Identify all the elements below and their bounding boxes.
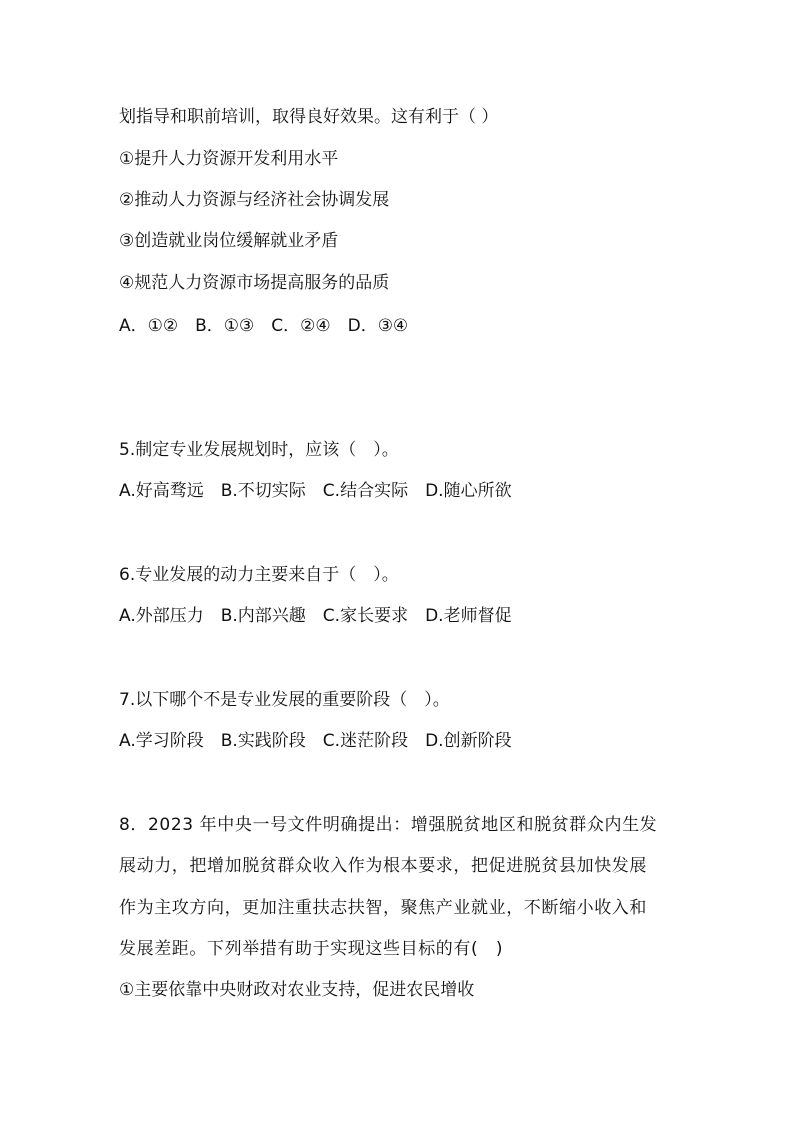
question-4-item-2: ②推动人力资源与经济社会协调发展 bbox=[119, 190, 390, 210]
question-8-stem-line-1: 8．2023 年中央一号文件明确提出：增强脱贫地区和脱贫群众内生发 bbox=[119, 815, 658, 835]
question-4-stem-tail: 划指导和职前培训，取得良好效果。这有利于（ ） bbox=[119, 107, 499, 127]
question-8-stem-line-4: 发展差距。下列举措有助于实现这些目标的有( ) bbox=[119, 939, 504, 959]
question-6-options: A.外部压力 B.内部兴趣 C.家长要求 D.老师督促 bbox=[119, 606, 512, 626]
question-5-stem: 5.制定专业发展规划时，应该（ ）。 bbox=[119, 440, 399, 460]
question-4-item-4: ④规范人力资源市场提高服务的品质 bbox=[119, 273, 390, 293]
question-8-stem-line-2: 展动力，把增加脱贫群众收入作为根本要求，把促进脱贫县加快发展 bbox=[119, 856, 647, 876]
question-8-item-1: ①主要依靠中央财政对农业支持，促进农民增收 bbox=[119, 980, 475, 1000]
question-4-item-1: ①提升人力资源开发利用水平 bbox=[119, 149, 339, 169]
question-6-stem: 6.专业发展的动力主要来自于（ ）。 bbox=[119, 565, 399, 585]
question-4-options: A．①② B．①③ C．②④ D．③④ bbox=[119, 316, 409, 336]
question-7-options: A.学习阶段 B.实践阶段 C.迷茫阶段 D.创新阶段 bbox=[119, 731, 512, 751]
question-5-options: A.好高骛远 B.不切实际 C.结合实际 D.随心所欲 bbox=[119, 481, 512, 501]
question-4-item-3: ③创造就业岗位缓解就业矛盾 bbox=[119, 231, 339, 251]
question-7-stem: 7.以下哪个不是专业发展的重要阶段（ ）。 bbox=[119, 690, 450, 710]
question-8-stem-line-3: 作为主攻方向，更加注重扶志扶智，聚焦产业就业，不断缩小收入和 bbox=[119, 898, 647, 918]
